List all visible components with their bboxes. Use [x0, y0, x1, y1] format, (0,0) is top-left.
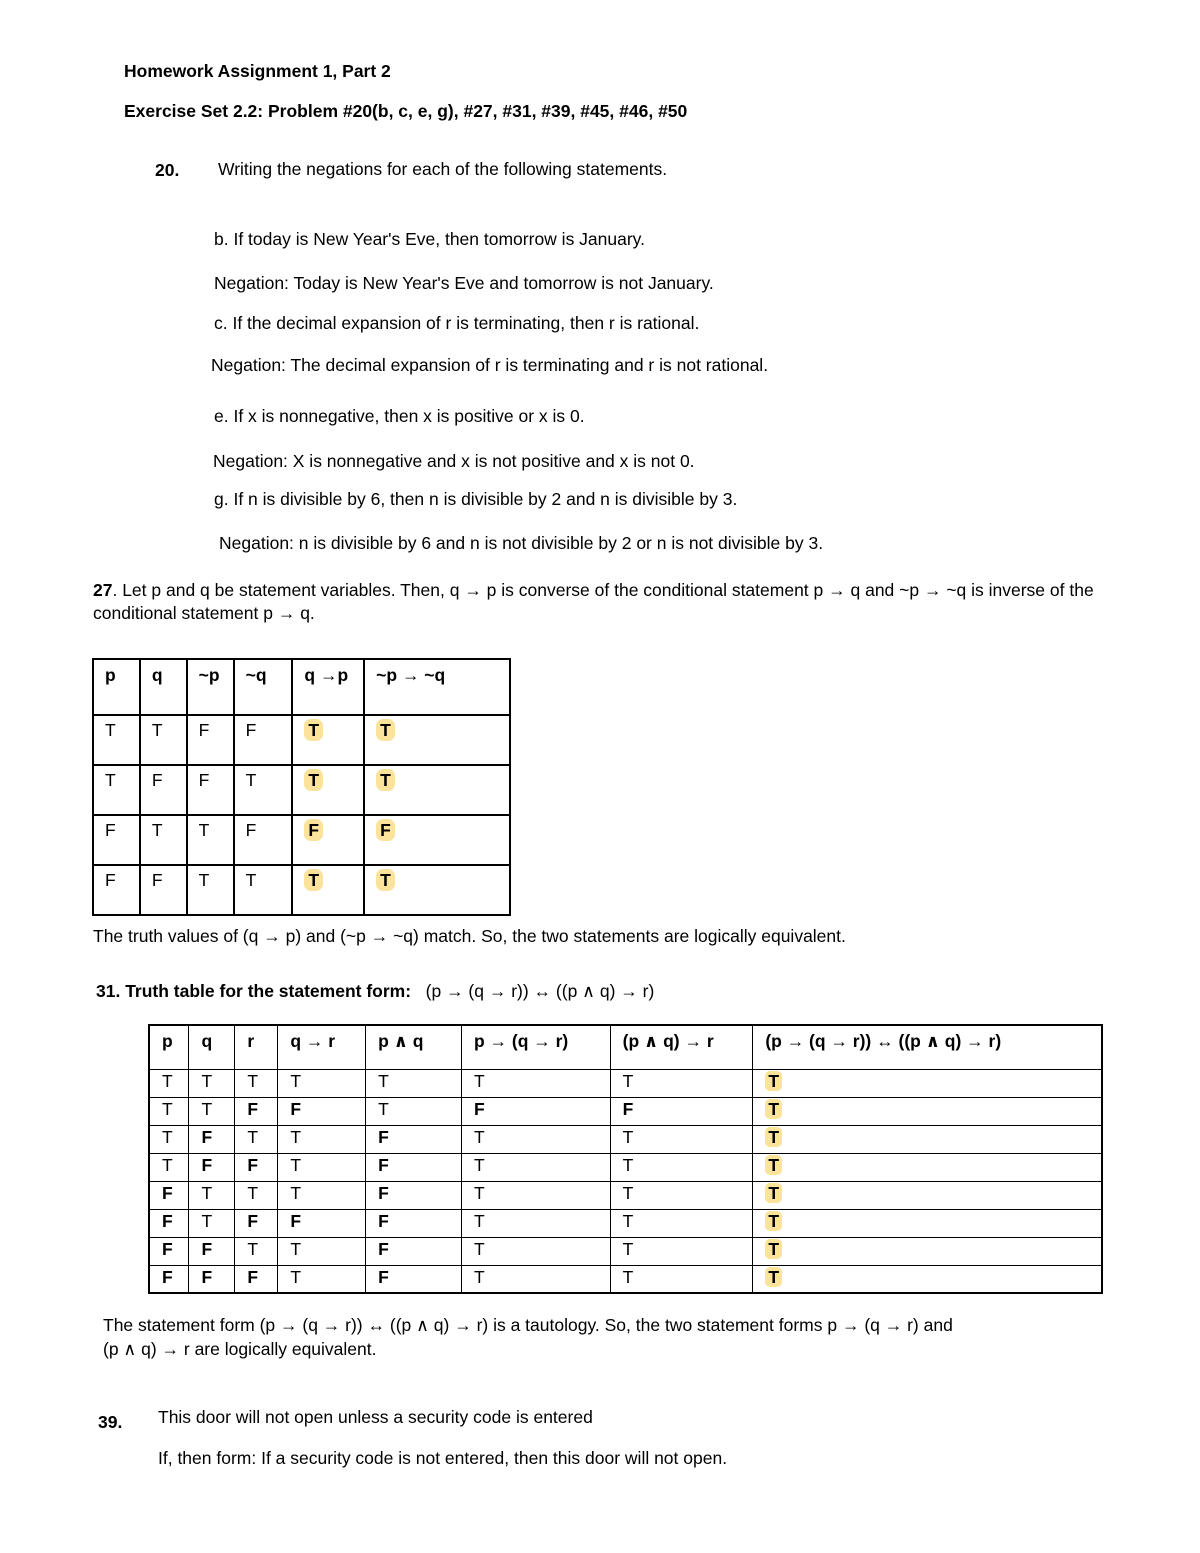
- problem-31-conclusion-line-2: (p ∧ q) → r are logically equivalent.: [103, 1339, 377, 1359]
- table-cell: F: [189, 1125, 235, 1153]
- table-row: [149, 1181, 1102, 1209]
- table-cell: T: [93, 715, 140, 765]
- table-cell: T: [189, 1069, 235, 1097]
- table-cell: F: [189, 1237, 235, 1265]
- highlighted-value: T: [304, 869, 323, 891]
- table-cell: F: [366, 1265, 462, 1293]
- table-cell: F: [149, 1181, 189, 1209]
- table-cell: T: [93, 765, 140, 815]
- table-cell: F: [235, 1097, 278, 1125]
- highlighted-value: T: [376, 719, 395, 741]
- highlighted-value: T: [765, 1127, 782, 1147]
- highlighted-value: T: [765, 1239, 782, 1259]
- table-row: [93, 865, 510, 915]
- table-cell: F: [235, 1265, 278, 1293]
- table-cell: T: [610, 1209, 753, 1237]
- table-cell: T: [149, 1153, 189, 1181]
- header-cell: q →p: [292, 659, 364, 715]
- table-cell: T: [235, 1181, 278, 1209]
- table-row: [149, 1237, 1102, 1265]
- table-cell: [292, 815, 364, 865]
- highlighted-value: T: [765, 1155, 782, 1175]
- problem-31-heading: 31. Truth table for the statement form:: [96, 981, 412, 1001]
- table-cell: T: [461, 1181, 610, 1209]
- table-cell: T: [366, 1097, 462, 1125]
- problem-27-text: [93, 579, 1113, 625]
- table-cell: T: [461, 1069, 610, 1097]
- table-cell: T: [149, 1125, 189, 1153]
- table-row: [149, 1209, 1102, 1237]
- header-cell: p: [93, 659, 140, 715]
- table-cell: F: [93, 865, 140, 915]
- table-cell: F: [149, 1265, 189, 1293]
- table-cell: T: [278, 1153, 366, 1181]
- problem-20g-negation: Negation: n is divisible by 6 and n is not divisible by 2 or n is not divisible by 3.: [219, 533, 824, 553]
- table-cell: T: [278, 1181, 366, 1209]
- table-cell: T: [610, 1125, 753, 1153]
- table-cell: F: [366, 1237, 462, 1265]
- problem-27-conclusion: The truth values of (q → p) and (~p → ~q) match. So, the two statements are logically equivalent.: [93, 926, 846, 946]
- truth-table-27: [92, 658, 511, 916]
- table-cell: F: [149, 1237, 189, 1265]
- table-cell: T: [187, 865, 234, 915]
- table-cell: T: [610, 1181, 753, 1209]
- highlighted-value: T: [765, 1183, 782, 1203]
- problem-20b-statement: b. If today is New Year's Eve, then tomorrow is January.: [214, 229, 645, 249]
- table-cell: [364, 815, 510, 865]
- table-cell: T: [234, 865, 293, 915]
- highlighted-value: T: [765, 1267, 782, 1287]
- problem-20-number: 20.: [155, 160, 180, 180]
- problem-20b-negation: Negation: Today is New Year's Eve and tomorrow is not January.: [214, 273, 714, 293]
- table-cell: T: [187, 815, 234, 865]
- table-cell: T: [610, 1265, 753, 1293]
- table-cell: F: [189, 1265, 235, 1293]
- header-cell: p → (q → r): [461, 1025, 610, 1069]
- table-cell: F: [93, 815, 140, 865]
- truth-table-31: [148, 1024, 1103, 1294]
- table-cell: [753, 1125, 1102, 1153]
- header-cell: ~p → ~q: [364, 659, 510, 715]
- table-cell: T: [610, 1069, 753, 1097]
- table-cell: [292, 765, 364, 815]
- page-title: Homework Assignment 1, Part 2: [124, 61, 391, 81]
- table-cell: F: [366, 1125, 462, 1153]
- table-cell: T: [278, 1069, 366, 1097]
- problem-20g-statement: g. If n is divisible by 6, then n is divisible by 2 and n is divisible by 3.: [214, 489, 738, 509]
- header-cell: (p → (q → r)) ↔ ((p ∧ q) → r): [753, 1025, 1102, 1069]
- table-cell: F: [140, 765, 187, 815]
- problem-20e-negation: Negation: X is nonnegative and x is not positive and x is not 0.: [213, 451, 695, 471]
- table-cell: T: [140, 815, 187, 865]
- highlighted-value: F: [376, 819, 395, 841]
- table-cell: [753, 1237, 1102, 1265]
- table-cell: F: [234, 715, 293, 765]
- table-header-row: [93, 659, 510, 715]
- table-row: [149, 1097, 1102, 1125]
- table-cell: F: [366, 1181, 462, 1209]
- header-cell: q: [189, 1025, 235, 1069]
- problem-27-body: . Let p and q be statement variables. Then, q → p is converse of the conditional statement p → q and ~p → ~q is inverse of the conditional statement p → q.: [93, 580, 1094, 623]
- table-cell: F: [149, 1209, 189, 1237]
- table-cell: T: [610, 1237, 753, 1265]
- table-cell: [753, 1153, 1102, 1181]
- table-cell: T: [140, 715, 187, 765]
- table-cell: T: [461, 1153, 610, 1181]
- highlighted-value: T: [304, 719, 323, 741]
- table-cell: [753, 1265, 1102, 1293]
- table-cell: [364, 715, 510, 765]
- problem-27-number: 27: [93, 580, 113, 600]
- header-cell: q → r: [278, 1025, 366, 1069]
- table-cell: [292, 865, 364, 915]
- table-cell: F: [278, 1097, 366, 1125]
- table-cell: F: [366, 1209, 462, 1237]
- table-cell: T: [189, 1097, 235, 1125]
- table-cell: [364, 765, 510, 815]
- table-cell: F: [187, 715, 234, 765]
- header-cell: p ∧ q: [366, 1025, 462, 1069]
- exercise-line: Exercise Set 2.2: Problem #20(b, c, e, g), #27, #31, #39, #45, #46, #50: [124, 101, 688, 121]
- table-header-row: [149, 1025, 1102, 1069]
- table-cell: T: [461, 1209, 610, 1237]
- header-cell: q: [140, 659, 187, 715]
- table-cell: F: [610, 1097, 753, 1125]
- table-cell: T: [461, 1237, 610, 1265]
- table-cell: [753, 1209, 1102, 1237]
- table-cell: F: [234, 815, 293, 865]
- table-cell: [753, 1097, 1102, 1125]
- table-cell: T: [278, 1265, 366, 1293]
- table-row: [93, 815, 510, 865]
- table-row: [149, 1265, 1102, 1293]
- problem-20c-negation: Negation: The decimal expansion of r is terminating and r is not rational.: [211, 355, 769, 375]
- table-cell: T: [461, 1125, 610, 1153]
- table-cell: [364, 865, 510, 915]
- header-cell: p: [149, 1025, 189, 1069]
- table-row: [93, 765, 510, 815]
- highlighted-value: T: [765, 1099, 782, 1119]
- problem-20-intro: Writing the negations for each of the following statements.: [218, 159, 668, 179]
- table-cell: T: [610, 1153, 753, 1181]
- problem-39-statement: This door will not open unless a security code is entered: [158, 1407, 593, 1427]
- table-cell: F: [235, 1153, 278, 1181]
- table-cell: T: [235, 1125, 278, 1153]
- table-row: [149, 1125, 1102, 1153]
- highlighted-value: T: [765, 1071, 782, 1091]
- table-cell: T: [278, 1125, 366, 1153]
- table-cell: T: [234, 765, 293, 815]
- table-cell: T: [235, 1069, 278, 1097]
- table-cell: T: [149, 1069, 189, 1097]
- table-cell: T: [149, 1097, 189, 1125]
- table-cell: T: [235, 1237, 278, 1265]
- table-row: [149, 1069, 1102, 1097]
- header-cell: r: [235, 1025, 278, 1069]
- table-cell: F: [461, 1097, 610, 1125]
- table-cell: [753, 1069, 1102, 1097]
- table-cell: F: [140, 865, 187, 915]
- table-cell: [753, 1181, 1102, 1209]
- table-cell: F: [235, 1209, 278, 1237]
- problem-20e-statement: e. If x is nonnegative, then x is positive or x is 0.: [214, 406, 585, 426]
- problem-20c-statement: c. If the decimal expansion of r is terminating, then r is rational.: [214, 313, 700, 333]
- table-cell: [292, 715, 364, 765]
- problem-31-heading-line: [96, 981, 654, 1002]
- problem-31-form: (p → (q → r)) ↔ ((p ∧ q) → r): [425, 981, 655, 1001]
- highlighted-value: T: [304, 769, 323, 791]
- highlighted-value: T: [376, 769, 395, 791]
- table-cell: T: [278, 1237, 366, 1265]
- problem-39-ifthen: If, then form: If a security code is not entered, then this door will not open.: [158, 1448, 728, 1468]
- highlighted-value: T: [765, 1211, 782, 1231]
- problem-31-conclusion-line-1: The statement form (p → (q → r)) ↔ ((p ∧ q) → r) is a tautology. So, the two statement forms p → (q → r) and: [103, 1315, 953, 1335]
- highlighted-value: F: [304, 819, 323, 841]
- table-cell: F: [278, 1209, 366, 1237]
- table-row: [149, 1153, 1102, 1181]
- table-cell: T: [189, 1209, 235, 1237]
- header-cell: ~p: [187, 659, 234, 715]
- table-cell: F: [189, 1153, 235, 1181]
- header-cell: (p ∧ q) → r: [610, 1025, 753, 1069]
- table-cell: T: [189, 1181, 235, 1209]
- highlighted-value: T: [376, 869, 395, 891]
- problem-39-number: 39.: [98, 1412, 123, 1432]
- table-cell: F: [366, 1153, 462, 1181]
- table-cell: T: [366, 1069, 462, 1097]
- header-cell: ~q: [234, 659, 293, 715]
- table-row: [93, 715, 510, 765]
- table-cell: T: [461, 1265, 610, 1293]
- table-cell: F: [187, 765, 234, 815]
